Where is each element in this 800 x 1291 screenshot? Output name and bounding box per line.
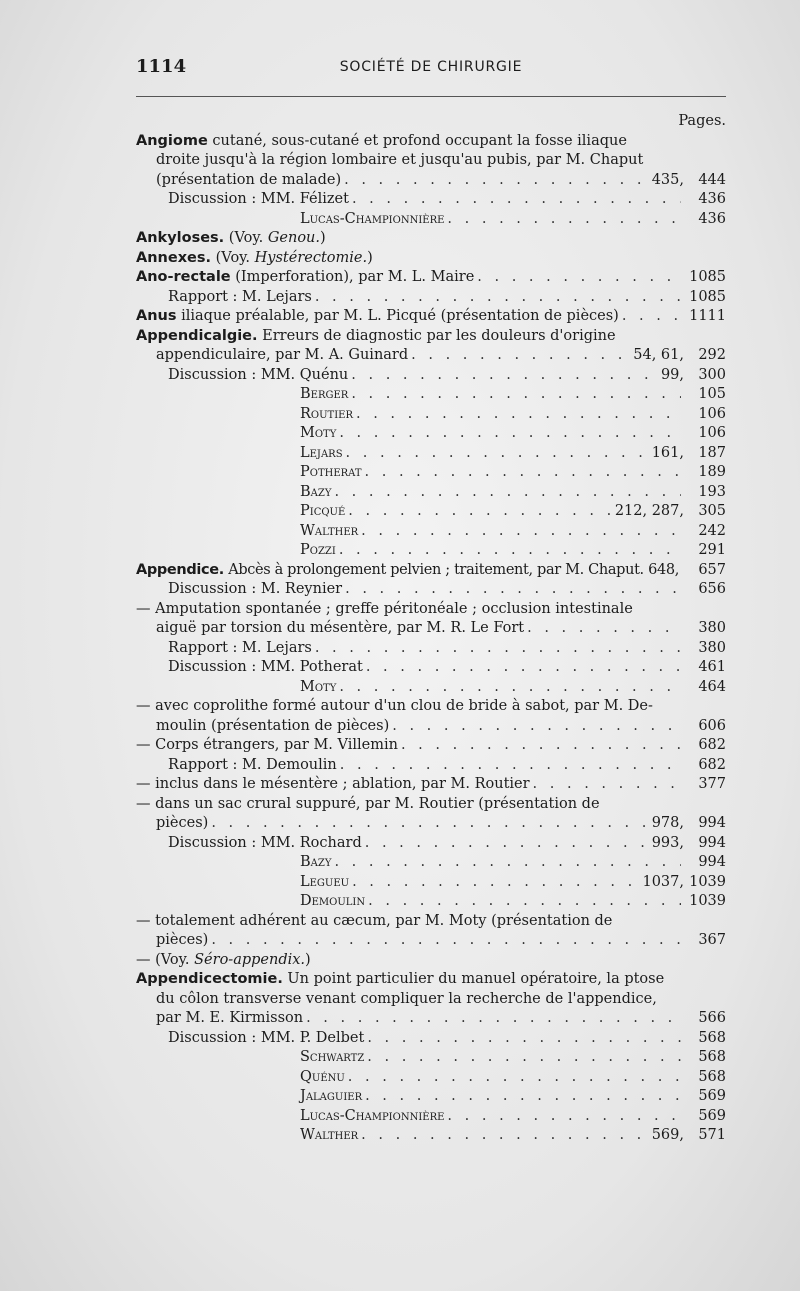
dot-leader <box>351 385 681 405</box>
entry-text: Schwartz <box>300 1049 365 1065</box>
index-entry <box>136 171 726 191</box>
entry-text: cutané, sous-cutané et profond occupant la fosse iliaque <box>207 132 627 149</box>
entry-text: appendiculaire, par M. A. Guinard <box>156 347 409 363</box>
index-entry <box>136 1126 726 1146</box>
page-ref: 105 <box>698 386 726 402</box>
page-ref: 1085 <box>689 269 726 285</box>
entry-text: — totalement adhérent au cæcum, par M. Moty (présentation de <box>136 912 613 929</box>
entry-ref: Séro-appendix. <box>194 951 306 968</box>
entry-text: Demoulin <box>300 893 366 909</box>
page-ref: 1111 <box>689 308 726 324</box>
entry-text: Abcès à prolongement pelvien ; traitement, par M. Chaput. 648, <box>223 561 679 578</box>
entry-text: Bazy <box>300 854 332 870</box>
entry-text: Routier <box>300 405 353 422</box>
page-ref: 1039 <box>689 893 726 909</box>
dot-leader <box>411 346 630 366</box>
dot-leader <box>367 1029 681 1049</box>
page-ref: 300 <box>698 366 726 383</box>
dot-leader <box>527 619 681 639</box>
entry-text: Discussion : MM. Félizet <box>168 191 349 207</box>
entry-text: Discussion : MM. Potherat <box>168 659 363 675</box>
index-entry <box>136 931 726 951</box>
dot-leader <box>367 1048 681 1068</box>
index-entry <box>136 424 726 444</box>
page-ref: 994 <box>698 834 726 851</box>
entry-text: — avec coprolithe formé autour d'un clou de bride à sabot, par M. De- <box>136 698 653 714</box>
dot-leader <box>622 307 681 327</box>
page-ref: 1037, <box>642 873 684 890</box>
index-entry <box>136 385 726 405</box>
index-entry <box>136 853 726 873</box>
entry-text: Rapport : M. Lejars <box>168 639 312 656</box>
dot-leader <box>365 1087 681 1107</box>
dot-leader <box>211 814 648 834</box>
entry-text: (Imperforation), par M. L. Maire <box>230 269 475 285</box>
index-entry <box>136 892 726 912</box>
page-ref: 54, 61, <box>633 347 684 363</box>
index-entry <box>136 268 726 288</box>
page-ref: 682 <box>698 756 726 773</box>
index-entry <box>136 990 726 1010</box>
entry-text: (présentation de malade) <box>156 171 342 188</box>
entry-text: Moty <box>300 678 337 695</box>
index-entry <box>136 366 726 386</box>
dot-leader <box>345 580 681 600</box>
index-entry <box>136 1048 726 1068</box>
dot-leader <box>346 444 649 464</box>
page-ref: 444 <box>698 171 726 188</box>
index-entry <box>136 541 726 561</box>
entry-text: ) <box>305 951 311 968</box>
page-ref: 978, <box>651 815 684 831</box>
entry-text: Rapport : M. Lejars <box>168 288 312 305</box>
page-ref: 193 <box>698 483 726 500</box>
index-entry <box>136 1068 726 1088</box>
page-ref: 380 <box>698 620 726 636</box>
dot-leader <box>368 892 681 912</box>
dot-leader <box>334 853 681 873</box>
dot-leader <box>477 268 681 288</box>
index-entry <box>136 483 726 503</box>
page-ref: 435, <box>651 171 684 188</box>
index-entry <box>136 288 726 308</box>
entry-text: Discussion : M. Reynier <box>168 581 343 597</box>
dot-leader <box>344 171 649 191</box>
index-entry <box>136 834 726 854</box>
page-ref: 305 <box>698 503 726 519</box>
page-ref: 377 <box>698 776 726 792</box>
page-ref: 568 <box>698 1049 726 1065</box>
index-entry <box>136 463 726 483</box>
dot-leader <box>315 288 681 308</box>
page-ref: 994 <box>698 815 726 831</box>
page-ref: 657 <box>698 561 726 578</box>
entry-text: — dans un sac crural suppuré, par M. Routier (présentation de <box>136 795 600 812</box>
page-ref: 682 <box>698 737 726 753</box>
entry-text: (Voy. <box>211 249 255 266</box>
index-entry <box>136 229 726 249</box>
entry-text: Legueu <box>300 873 350 890</box>
page-number: 1114 <box>136 56 187 77</box>
entry-ref: Genou. <box>267 230 320 246</box>
entry-term: Angiome <box>136 132 208 149</box>
dot-leader <box>339 678 681 698</box>
entry-text: pièces) <box>156 932 209 948</box>
dot-leader <box>401 736 681 756</box>
header-rule <box>136 96 726 97</box>
page-ref: 571 <box>698 1127 726 1143</box>
index-entry <box>136 346 726 366</box>
dot-leader <box>365 463 681 483</box>
index-entry <box>136 444 726 464</box>
entry-term: Ano-rectale <box>136 269 231 285</box>
entry-text: Erreurs de diagnostic par les douleurs d'origine <box>257 327 616 344</box>
dot-leader <box>366 658 681 678</box>
entry-text: ) <box>320 230 326 246</box>
entry-text: — inclus dans le mésentère ; ablation, par M. Routier <box>136 776 530 792</box>
entry-text: du côlon transverse venant compliquer la recherche de l'appendice, <box>156 990 657 1007</box>
entry-text: — (Voy. <box>136 951 195 968</box>
page-ref: 569, <box>651 1127 684 1143</box>
dot-leader <box>340 756 681 776</box>
dot-leader <box>352 873 639 893</box>
entry-text: — Amputation spontanée ; greffe péritonéale ; occlusion intestinale <box>136 600 633 617</box>
entry-text: ) <box>367 249 373 266</box>
dot-leader <box>339 541 681 561</box>
index-entry <box>136 151 726 171</box>
entry-text: Discussion : MM. Rochard <box>168 834 362 851</box>
page-ref: 212, 287, <box>614 503 684 519</box>
dot-leader <box>315 639 681 659</box>
page-ref: 566 <box>698 1010 726 1026</box>
entry-text: moulin (présentation de pièces) <box>156 717 390 734</box>
entry-term: Annexes. <box>136 249 212 266</box>
index-entry <box>136 658 726 678</box>
index-entry <box>136 307 726 327</box>
dot-leader <box>348 1068 681 1088</box>
entry-term: Anus <box>136 308 177 324</box>
page-ref: 99, <box>660 366 684 383</box>
entry-text: aiguë par torsion du mésentère, par M. R. Le Fort <box>156 620 525 636</box>
dot-leader <box>447 1107 681 1127</box>
index-entry <box>136 814 726 834</box>
dot-leader <box>306 1009 681 1029</box>
page-ref: 994 <box>698 854 726 870</box>
entry-text: pièces) <box>156 815 209 831</box>
entry-term: Appendice. <box>136 561 224 578</box>
page-ref: 568 <box>698 1029 726 1046</box>
page-ref: 436 <box>698 210 726 227</box>
index-entry <box>136 619 726 639</box>
dot-leader <box>351 366 658 386</box>
page-ref: 291 <box>698 542 726 558</box>
index-entry <box>136 678 726 698</box>
page-header <box>136 56 726 80</box>
page-ref: 367 <box>698 932 726 948</box>
entry-text: Lejars <box>300 444 343 461</box>
index-entry <box>136 210 726 230</box>
index-entry <box>136 912 726 932</box>
page-ref: 606 <box>698 717 726 734</box>
dot-leader <box>339 424 681 444</box>
entry-text: Picqué <box>300 503 346 519</box>
entry-text: Walther <box>300 522 359 539</box>
dot-leader <box>361 522 681 542</box>
index-entry <box>136 1107 726 1127</box>
dot-leader <box>533 775 681 795</box>
index-entry <box>136 249 726 269</box>
index-entry <box>136 1029 726 1049</box>
entry-ref: Hystérectomie. <box>254 249 368 266</box>
page-ref: 106 <box>698 405 726 422</box>
entry-text: Bazy <box>300 483 332 500</box>
page-ref: 464 <box>698 678 726 695</box>
entry-text: Discussion : MM. Quénu <box>168 366 349 383</box>
page-ref: 106 <box>698 425 726 441</box>
page-ref: 656 <box>698 581 726 597</box>
pages-label: Pages. <box>678 113 726 129</box>
entry-text: Lucas-Championnière <box>300 1107 445 1124</box>
entry-text: Pozzi <box>300 542 336 558</box>
dot-leader <box>356 405 681 425</box>
dot-leader <box>352 190 681 210</box>
entry-term: Appendicalgie. <box>136 327 258 344</box>
index-entry <box>136 775 726 795</box>
index-entry <box>136 132 726 152</box>
dot-leader <box>392 717 681 737</box>
entry-text: (Voy. <box>224 230 268 246</box>
index-entry <box>136 502 726 522</box>
dot-leader <box>365 834 649 854</box>
entry-text: Walther <box>300 1127 359 1143</box>
index-entry <box>136 717 726 737</box>
entry-text: Un point particulier du manuel opératoire, la ptose <box>282 971 665 987</box>
page-ref: 568 <box>698 1068 726 1085</box>
dot-leader <box>211 931 681 951</box>
page-ref: 189 <box>698 464 726 480</box>
entry-text: Rapport : M. Demoulin <box>168 756 337 773</box>
entry-term: Appendicectomie. <box>136 971 283 987</box>
entry-text: par M. E. Kirmisson <box>156 1010 304 1026</box>
entry-text: Berger <box>300 386 349 402</box>
entry-text: Discussion : MM. P. Delbet <box>168 1029 365 1046</box>
index-entry <box>136 970 726 990</box>
index-entry <box>136 600 726 620</box>
entry-text: Potherat <box>300 464 362 480</box>
index-entry <box>136 697 726 717</box>
dot-leader <box>447 210 681 230</box>
entry-text: droite jusqu'à la région lombaire et jusqu'au pubis, par M. Chaput <box>156 152 644 168</box>
index-entry <box>136 873 726 893</box>
dot-leader <box>348 502 612 522</box>
entry-text: Quénu <box>300 1068 345 1085</box>
index-entry <box>136 756 726 776</box>
running-head: SOCIÉTÉ DE CHIRURGIE <box>339 59 523 75</box>
entry-text: — Corps étrangers, par M. Villemin <box>136 737 398 753</box>
page-ref: 292 <box>698 347 726 363</box>
index-entry <box>136 736 726 756</box>
entry-text: Jalaguier <box>300 1088 363 1104</box>
page-ref: 242 <box>698 522 726 539</box>
dot-leader <box>334 483 681 503</box>
dot-leader <box>361 1126 649 1146</box>
page-ref: 436 <box>698 191 726 207</box>
entry-term: Ankyloses. <box>136 230 225 246</box>
index-entry <box>136 795 726 815</box>
index-entry <box>136 522 726 542</box>
page-ref: 461 <box>698 659 726 675</box>
entry-text: iliaque préalable, par M. L. Picqué (présentation de pièces) <box>176 308 619 324</box>
page-ref: 1085 <box>689 288 726 305</box>
entry-text: Lucas-Championnière <box>300 210 445 227</box>
page-ref: 187 <box>698 444 726 461</box>
index-entry <box>136 1009 726 1029</box>
index-entry <box>136 405 726 425</box>
page-ref: 569 <box>698 1107 726 1124</box>
page-ref: 380 <box>698 639 726 656</box>
page-ref: 993, <box>651 834 684 851</box>
index-entry <box>136 561 726 581</box>
entry-text: Moty <box>300 425 337 441</box>
page-ref: 1039 <box>689 873 726 890</box>
page-ref: 569 <box>698 1088 726 1104</box>
index-entry <box>136 1087 726 1107</box>
index-entry <box>136 190 726 210</box>
index-entry <box>136 951 726 971</box>
index-entry <box>136 580 726 600</box>
index-content <box>136 112 726 1146</box>
index-entry <box>136 639 726 659</box>
page-ref: 161, <box>651 444 684 461</box>
index-entry <box>136 327 726 347</box>
